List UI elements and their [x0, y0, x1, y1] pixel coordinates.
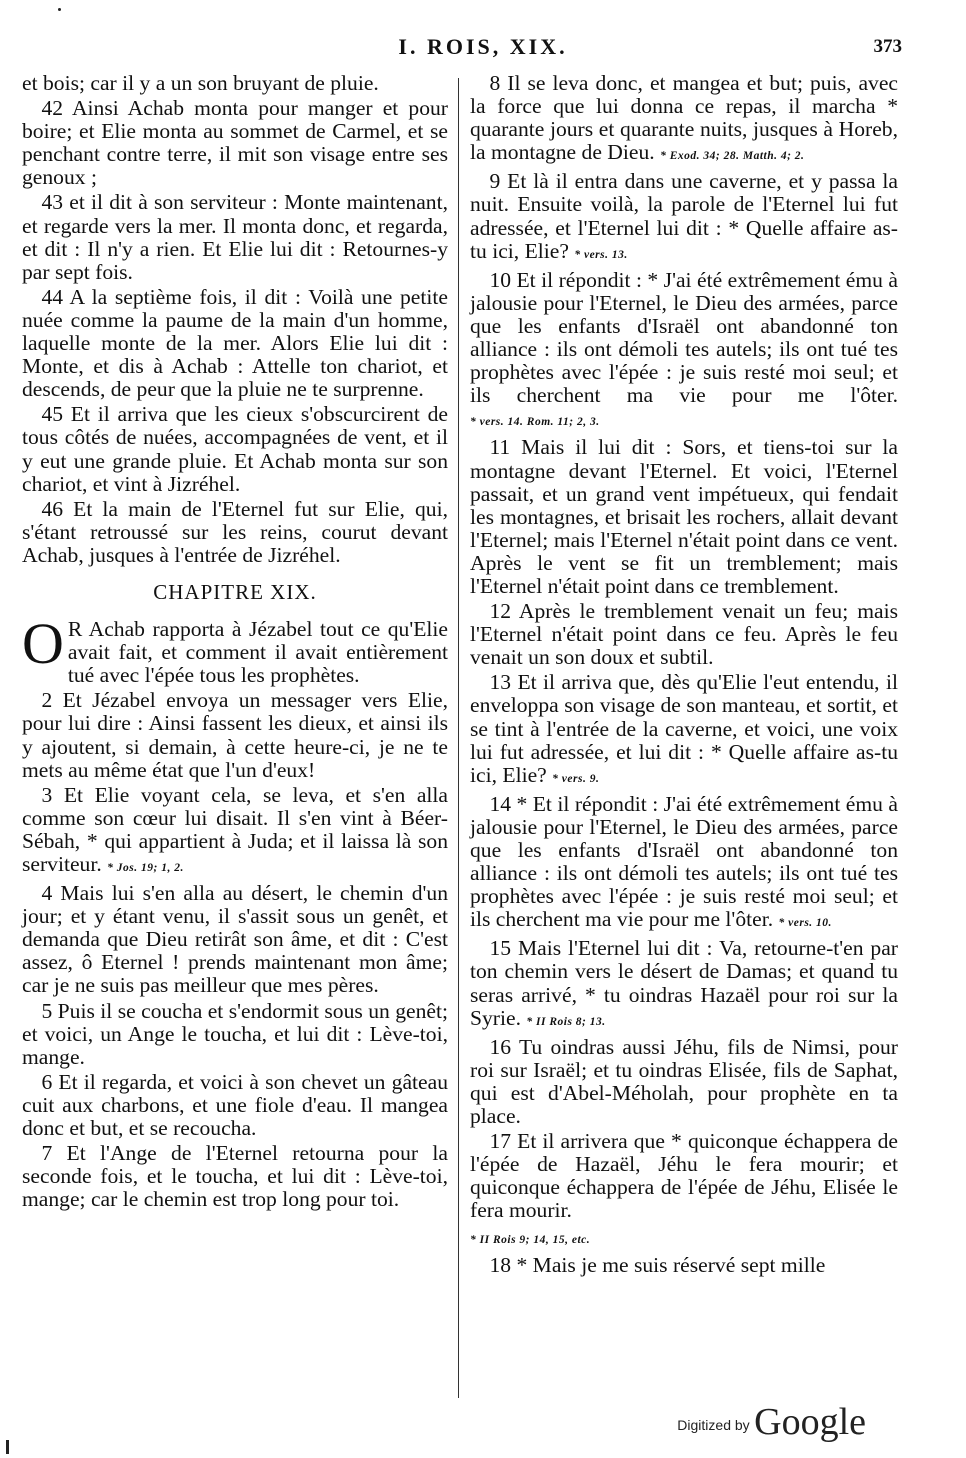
verse	[22, 403, 448, 495]
chapter-heading: CHAPITRE XIX.	[153, 579, 317, 604]
running-title: I. ROIS, XIX.	[398, 34, 568, 59]
verse-number: 17	[489, 1129, 512, 1154]
verse-text: Et il regarda, et voici à son chevet un gâteau cuit aux charbons, et une fiole d'eau. Il mangea donc et but, et se recoucha.	[22, 1069, 448, 1141]
verse-number: 2	[41, 688, 53, 713]
verse	[22, 1000, 448, 1069]
page-number: 373	[873, 36, 902, 57]
verse-number: 4	[41, 881, 53, 906]
verse-text: Il se leva donc, et mangea et but; puis, avec la force que lui donna ce repas, il marcha * quarante jours et quarante nuits, jusques à Horeb, la montagne de Dieu.	[470, 71, 898, 165]
verse-number: 5	[41, 998, 53, 1023]
verse-text: Et il répondit : * J'ai été extrêmement ému à jalousie pour l'Eternel, le Dieu des armées, parce que les enfants d'Israël ont abandonné ton alliance : ils ont démoli tes autels; ils ont tué tes prophètes avec l'épée : je suis resté moi seul; et ils cherchent ma vie pour me l'ôter.	[470, 267, 898, 408]
verse-text: Après le tremblement venait un feu; mais l'Eternel n'était point dans ce feu. Après le feu venait un son doux et subtil.	[470, 599, 898, 670]
verse-number: 7	[41, 1141, 53, 1166]
verse	[470, 793, 898, 936]
cross-reference: * vers. 10.	[778, 917, 832, 930]
verse-number: 42	[41, 96, 64, 121]
verse-number: 45	[41, 402, 64, 427]
running-header	[0, 34, 966, 64]
verse-text: * Et il répondit : J'ai été extrêmement ému à jalousie pour l'Eternel, le Dieu des armées, parce que les enfants d'Israël ont abandonné ton alliance : ils ont démoli tes autels; ils ont tué tes prophètes avec l'épée : je suis resté moi seul; et ils cherchent ma vie pour me l'ôter.	[470, 791, 898, 932]
cross-reference: * Exod. 34; 28. Matth. 4; 2.	[660, 150, 805, 163]
verse-text: Et la main de l'Eternel fut sur Elie, qui, s'étant retroussé sur les reins, courut devant Achab, jusques à l'entrée de Jizréhel.	[22, 496, 448, 567]
column-divider	[458, 78, 459, 1398]
verse-number: 3	[41, 782, 53, 807]
verse	[22, 784, 448, 880]
verse-text: et il dit à son serviteur : Monte maintenant, et regarde vers la mer. Il monta donc, et regarda, et dit : Il n'y a rien. Et Elie lui dit : Retournes-y par sept fois.	[22, 190, 448, 284]
cross-reference: * II Rois 9; 14, 15, etc.	[470, 1233, 591, 1246]
right-verses	[470, 72, 898, 1277]
verse	[22, 882, 448, 997]
verse	[470, 1036, 898, 1128]
verse-number: 15	[489, 936, 512, 961]
verse	[22, 689, 448, 781]
digitized-by-google-watermark	[677, 1400, 866, 1444]
verse-number: 14	[489, 791, 512, 816]
verse-text: Mais l'Eternel lui dit : Va, retourne-t'en par ton chemin vers le désert de Damas; et quand tu seras arrivé, * tu oindras Hazaël pour roi sur la Syrie.	[470, 936, 898, 1030]
verse-number: 6	[41, 1069, 53, 1094]
verse-text: Et il arriva que, dès qu'Elie l'eut entendu, il enveloppa son visage de son manteau, et sortit, et se tint à l'entrée de la caverne, et voici, une voix lui fut adressée, et lui dit : * Quelle affaire as-tu ici, Elie?	[470, 670, 898, 787]
verse-number: 8	[489, 71, 501, 95]
cross-reference-line	[470, 1225, 898, 1252]
dropcap-letter: O	[22, 611, 64, 677]
verse-text: Mais lui s'en alla au désert, le chemin d'un jour; et y étant venu, il s'assit sous un genêt, et demanda que Dieu retirât son âme, et dit : C'est assez, ô Eternel ! prends maintenant mon âme; car je ne suis pas meilleur que mes pères.	[22, 881, 448, 998]
verse	[22, 1071, 448, 1140]
verse-number: 11	[489, 435, 511, 460]
verse-text: et bois; car il y a un son bruyant de pluie.	[22, 71, 379, 95]
verse-text: Puis il se coucha et s'endormit sous un genêt; et voici, un Ange le toucha, et lui dit : Lève-toi, mange.	[22, 998, 449, 1069]
verse	[470, 72, 898, 168]
verse-number: 13	[489, 670, 512, 695]
cross-reference: * vers. 9.	[552, 772, 600, 785]
verse-number: 44	[41, 284, 64, 309]
left-column	[22, 72, 448, 1213]
verse	[470, 671, 898, 790]
verse-text: Mais il lui dit : Sors, et tiens-toi sur la montagne devant l'Eternel. Et voici, l'Eternel passait, et un grand vent impétueux, qui fendait les montagnes, et brisait les rochers, allait devant l'Eternel; mais l'Eternel n'était point dans ce vent. Après le vent se fit un tremblement; mais l'Eternel n'était point dans ce tremblement.	[470, 435, 898, 598]
verse	[470, 269, 898, 435]
verse	[470, 937, 898, 1033]
cross-reference: * vers. 14. Rom. 11; 2, 3.	[470, 416, 600, 429]
print-speck	[6, 1440, 9, 1454]
verse	[470, 1254, 898, 1277]
verse-number: 9	[489, 169, 501, 194]
verse-text: Et là il entra dans une caverne, et y passa la nuit. Ensuite voilà, la parole de l'Eternel lui fut adressée, et l'Eternel lui dit : * Quelle affaire as-tu ici, Elie?	[470, 169, 898, 263]
verse	[470, 170, 898, 266]
cross-reference: * vers. 13.	[574, 248, 628, 261]
right-column	[470, 72, 898, 1279]
verse	[22, 97, 448, 189]
verse	[22, 498, 448, 567]
cross-reference: * Jos. 19; 1, 2.	[107, 862, 184, 874]
cross-reference: * II Rois 8; 13.	[526, 1015, 606, 1028]
watermark-prefix: Digitized by	[677, 1417, 750, 1433]
google-logo: Google	[754, 1401, 866, 1443]
verse-text: Et il arrivera que * quiconque échappera de l'épée de Hazaël, Jéhu le fera mourir; et quiconque échappera de l'épée de Jéhu, Elisée le fera mourir.	[470, 1129, 898, 1223]
verse	[22, 72, 448, 95]
verse-number: 43	[41, 190, 64, 215]
verse-text: Et l'Ange de l'Eternel retourna pour la seconde fois, et le toucha, et lui dit : Lève-toi, mange; car le chemin est trop long pour toi.	[22, 1141, 448, 1212]
verse	[470, 436, 898, 598]
verse-text: Tu oindras aussi Jéhu, fils de Nimsi, pour roi sur Israël; et tu oindras Elisée, fils de Saphat, qui est d'Abel-Méholah, pour prophète en ta place.	[470, 1034, 898, 1129]
verse	[22, 286, 448, 401]
chapter-verses	[22, 689, 448, 1211]
verse-text: * Mais je me suis réservé sept mille	[516, 1252, 826, 1277]
chapter-first-verse	[22, 611, 448, 688]
print-speck	[58, 8, 61, 11]
verse	[22, 191, 448, 283]
verse-number: 16	[489, 1034, 512, 1059]
verse-text: Et Jézabel envoya un messager vers Elie, pour lui dire : Ainsi fassent les dieux, et ainsi ils y ajoutent, si demain, à cette heure-ci, je ne te mets au même état que l'un d'eux!	[22, 688, 448, 782]
verse-number: 18	[489, 1252, 512, 1277]
first-verse-text: R Achab rapporta à Jézabel tout ce qu'Elie avait fait, et comment il avait entièrement tué avec l'épée tous les prophètes.	[67, 617, 448, 688]
verse-number: 12	[489, 599, 512, 624]
verse-text: Et Elie voyant cela, se leva, et s'en alla comme son cœur lui disait. Il s'en vint à Béer-Sébah, * qui appartient à Juda; et il laissa là son serviteur.	[22, 782, 448, 876]
verse	[22, 1142, 448, 1211]
verse	[470, 600, 898, 669]
verse-text: A la septième fois, il dit : Voilà une petite nuée comme la paume de la main d'un homme, laquelle monte de la mer. Alors Elie lui dit : Monte, et dis à Achab : Attelle ton chariot, et descends, de peur que la pluie ne te surprenne.	[22, 284, 448, 402]
verse	[470, 1130, 898, 1222]
verse-number: 46	[41, 496, 64, 521]
left-verses	[22, 72, 448, 567]
verse-number: 10	[489, 267, 512, 292]
verse-text: Ainsi Achab monta pour manger et pour boire; et Elie monta au sommet de Carmel, et se penchant contre terre, il mit son visage entre ses genoux ;	[22, 96, 448, 190]
verse-text: Et il arriva que les cieux s'obscurcirent de tous côtés de nuées, accompagnées de vent, et il y eut une grande pluie. Et Achab monta sur son chariot, et vint à Jizréhel.	[22, 402, 448, 496]
